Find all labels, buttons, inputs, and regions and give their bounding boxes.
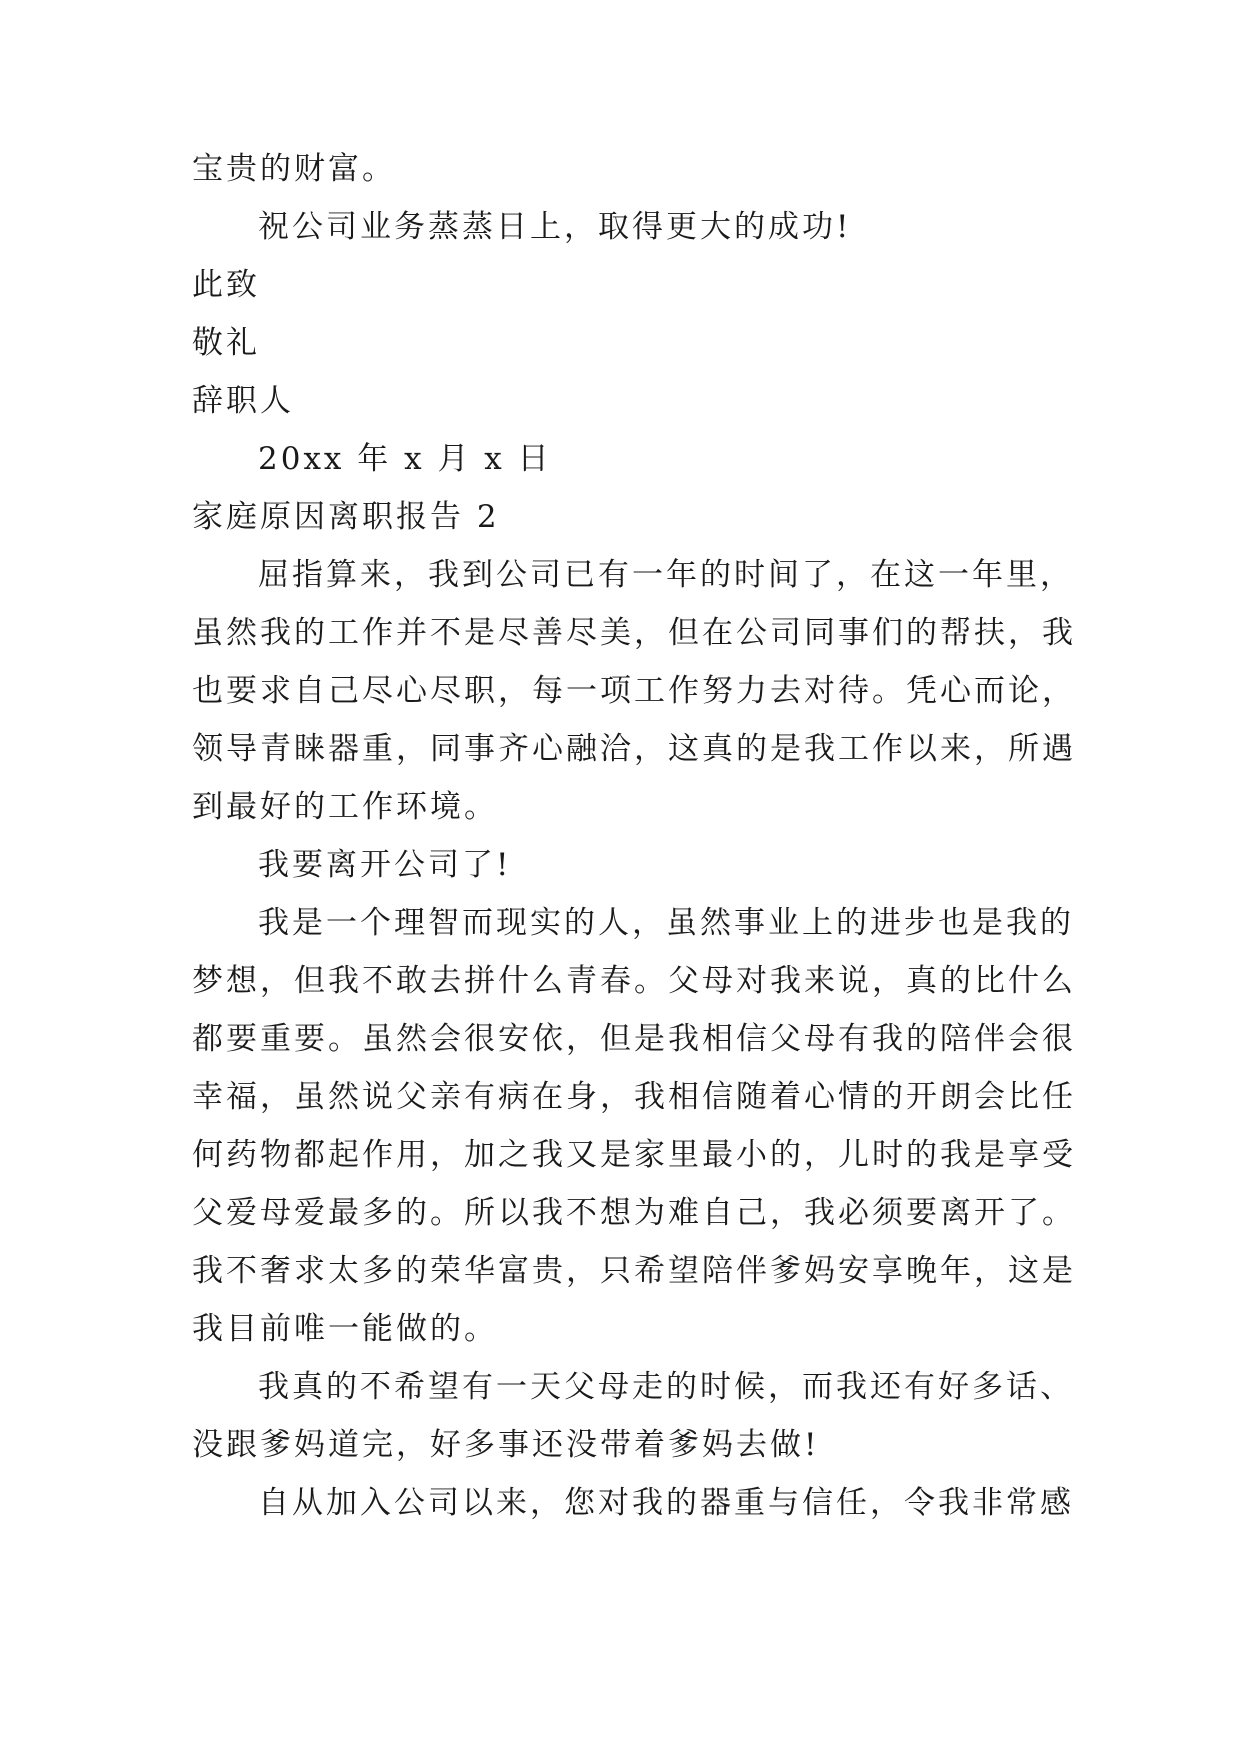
body-line: 自从加入公司以来，您对我的器重与信任，令我非常感 [258,1485,1074,1521]
body-line: 虽然我的工作并不是尽善尽美，但在公司同事们的帮扶，我 [192,615,1076,651]
body-line: 也要求自己尽心尽职，每一项工作努力去对待。凭心而论， [192,673,1076,709]
body-line: 屈指算来，我到公司已有一年的时间了，在这一年里， [258,557,1074,593]
closing-salutation: 此致 [192,267,260,303]
body-line: 祝公司业务蒸蒸日上，取得更大的成功! [258,209,852,245]
body-line: 梦想，但我不敢去拼什么青春。父母对我来说，真的比什么 [192,963,1076,999]
body-line: 领导青睐器重，同事齐心融洽，这真的是我工作以来，所遇 [192,731,1076,767]
section-title: 家庭原因离职报告 2 [192,499,500,535]
closing-regards: 敬礼 [192,325,260,361]
document-body [192,140,1076,1532]
body-line: 到最好的工作环境。 [192,789,498,825]
body-line: 我目前唯一能做的。 [192,1311,498,1347]
body-line: 幸福，虽然说父亲有病在身，我相信随着心情的开朗会比任 [192,1079,1076,1115]
body-line: 何药物都起作用，加之我又是家里最小的，儿时的我是享受 [192,1137,1076,1173]
body-line: 没跟爹妈道完，好多事还没带着爹妈去做! [192,1427,820,1463]
body-line: 都要重要。虽然会很安依，但是我相信父母有我的陪伴会很 [192,1021,1076,1057]
body-line: 宝贵的财富。 [192,151,396,187]
signature-label: 辞职人 [192,383,294,419]
body-line: 我不奢求太多的荣华富贵，只希望陪伴爹妈安享晚年，这是 [192,1253,1076,1289]
body-line: 我真的不希望有一天父母走的时候，而我还有好多话、 [258,1369,1074,1405]
body-line: 父爱母爱最多的。所以我不想为难自己，我必须要离开了。 [192,1195,1076,1231]
date-line: 20xx 年 x 月 x 日 [258,441,552,477]
body-line: 我要离开公司了! [258,847,512,883]
body-line: 我是一个理智而现实的人，虽然事业上的进步也是我的 [258,905,1074,941]
